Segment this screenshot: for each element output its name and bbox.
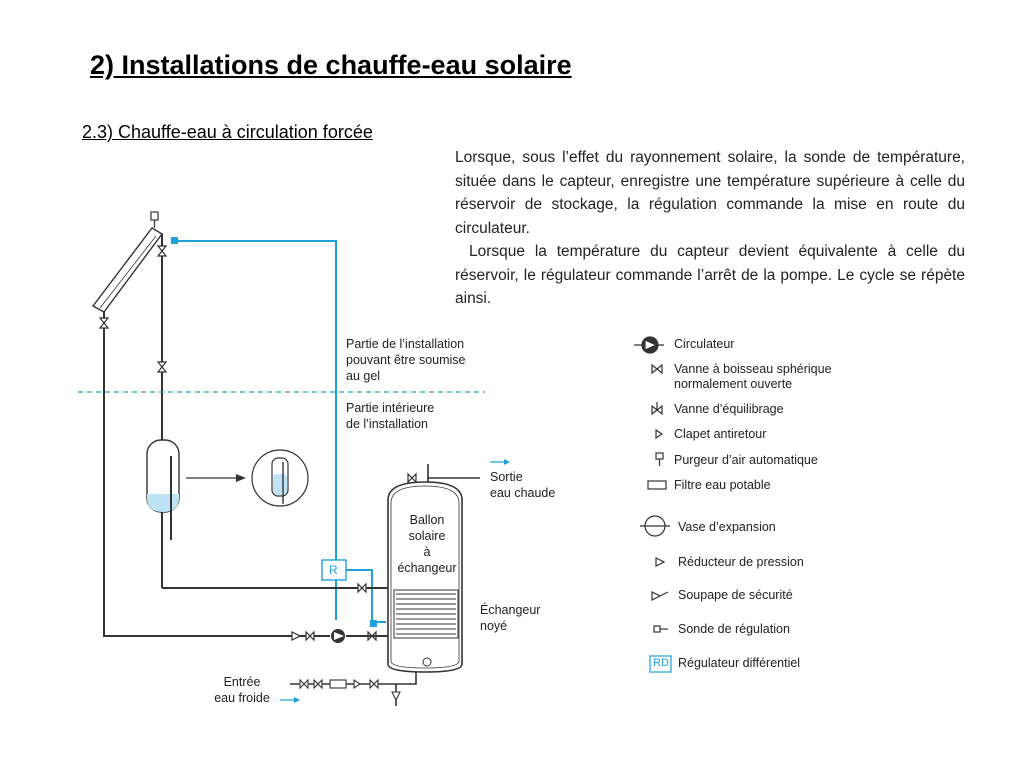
collector-air-vent-icon [151,212,158,228]
supply-pipe [104,234,330,636]
regulator-box-label: R [329,563,338,577]
frost-zone-label: Partie de l’installation pouvant être soumise au gel [346,337,466,383]
tank-sensor-icon [370,620,377,627]
description-paragraph-2: Lorsque la température du capteur devient équivalente à celle du réservoir, le régulateur commande l’arrêt de la pompe. Le cycle se répète ainsi. [455,243,965,307]
section-subtitle: 2.3) Chauffe-eau à circulation forcée [82,122,373,142]
legend-differential-regulator: Régulateur différentiel [678,656,801,670]
cold-water-inlet-label: Entrée eau froide [214,675,270,705]
pump-icon [331,629,345,643]
legend-safety-valve: Soupape de sécurité [678,588,793,602]
hot-water-outlet-label: Sortie eau chaude [490,470,556,500]
expansion-vessel [147,440,179,588]
cold-water-pipe [290,672,416,706]
legend-sensor: Sonde de régulation [678,622,790,636]
detail-arrow [186,474,246,482]
legend-check-valve: Clapet antiretour [674,427,767,441]
solar-collector [93,228,162,312]
collector-sensor-icon [171,237,178,244]
legend-icons [634,337,671,672]
page-title: 2) Installations de chauffe-eau solaire [90,50,572,80]
legend-expansion-vessel: Vase d’expansion [678,520,776,534]
exchanger-label: Échangeur noyé [480,603,541,633]
legend-pressure-reducer: Réducteur de pression [678,555,804,569]
detail-circle [252,450,308,506]
legend-air-vent: Purgeur d’air automatique [674,453,818,467]
description-paragraph-1: Lorsque, sous l’effet du rayonnement solaire, la sonde de température, située dans le capteur, enregistre une température supérieure à celle du réservoir de stockage, la régulation commande la mise en route du circulateur. [455,149,965,237]
interior-zone-label: Partie intérieure de l’installation [346,401,435,431]
legend-rd-badge: RD [653,657,669,669]
storage-tank [388,482,462,672]
legend-balancing-valve: Vanne d’équilibrage [674,402,784,416]
hot-water-pipe [428,464,480,482]
legend-ball-valve: Vanne à boisseau sphérique normalement ouverte [674,362,832,391]
legend-filter: Filtre eau potable [674,478,771,492]
tank-label: Ballon solaire à échangeur [397,513,457,575]
legend-circulator: Circulateur [674,337,735,351]
